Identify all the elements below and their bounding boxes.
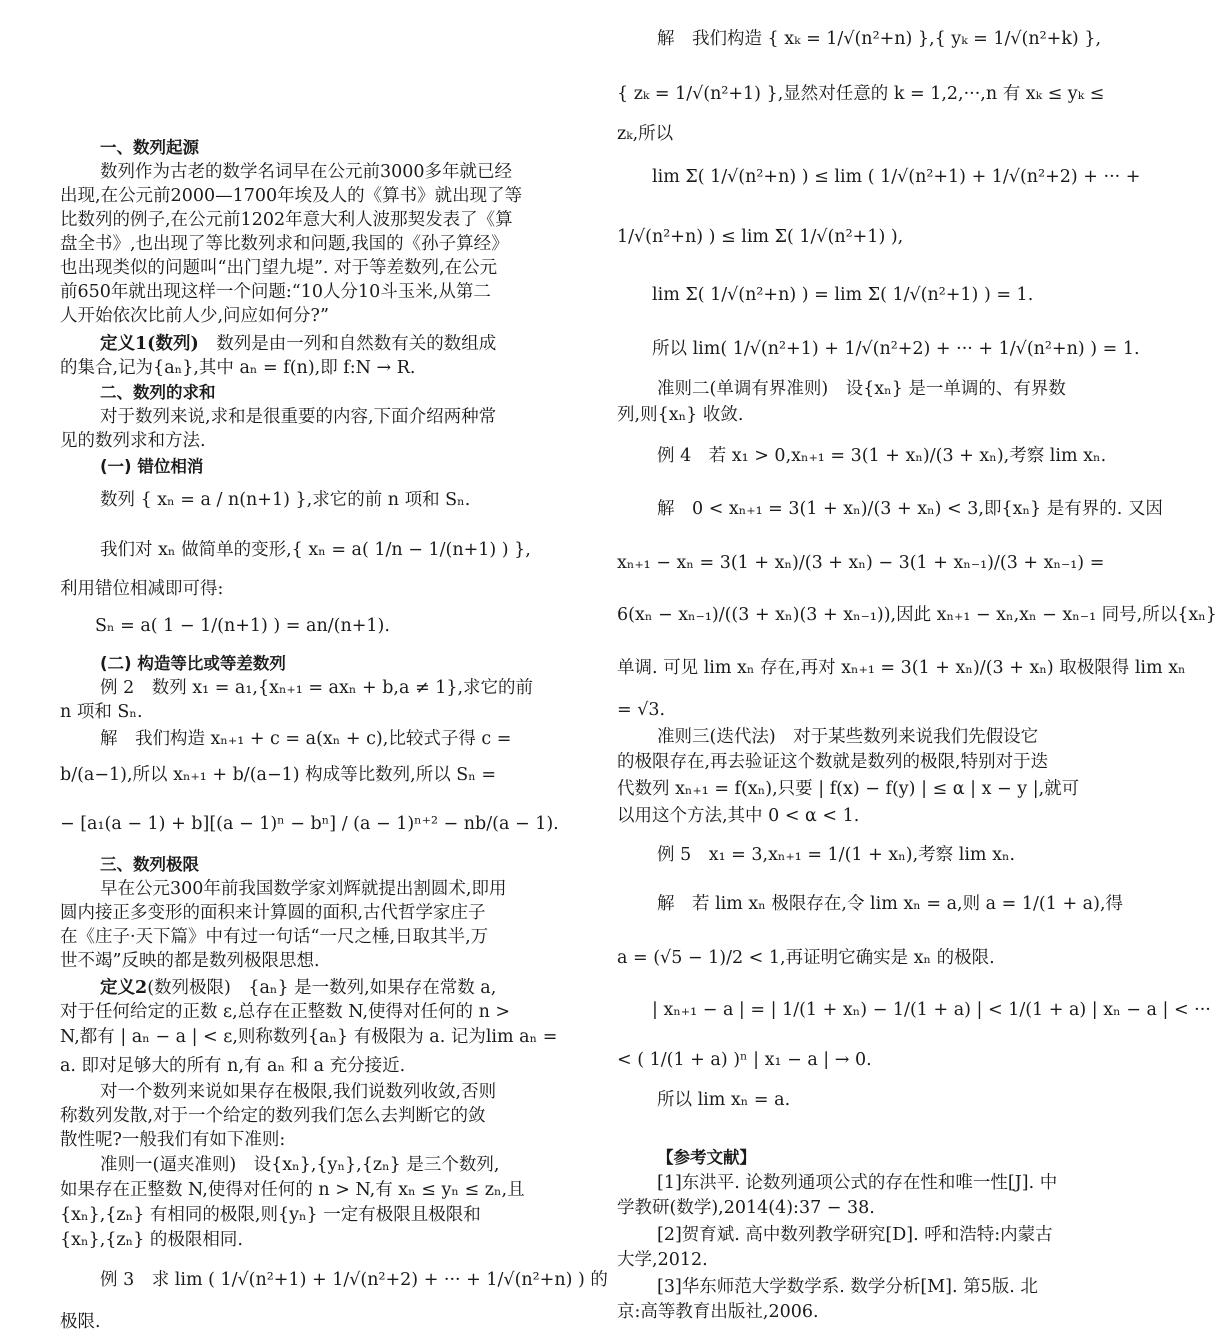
example-2: 例 2 数列 x₁ = a₁,{xₙ₊₁ = axₙ + b,a ≠ 1},求它的前	[100, 678, 534, 698]
solution-2: 解 我们构造 xₙ₊₁ + c = a(xₙ + c),比较式子得 c =	[100, 729, 512, 749]
definition-text: 数列是由一列和自然数有关的数组成	[216, 334, 497, 354]
equation-line: 单调. 可见 lim xₙ 存在,再对 xₙ₊₁ = 3(1 + xₙ)/(3 + xₙ) 取极限得 lim xₙ	[617, 658, 1186, 678]
definition-label: 定义1(数列)	[100, 334, 199, 354]
solution-3: 解 我们构造 { xₖ = 1/√(n²+n) },{ yₖ = 1/√(n²+k) },	[657, 29, 1102, 49]
section-heading-origin: 一、数列起源	[100, 138, 199, 157]
paragraph-line: 对一个数列来说如果存在极限,我们说数列收敛,否则	[100, 1082, 497, 1102]
paragraph-line: zₖ,所以	[617, 124, 674, 144]
example-1: 数列 { xₙ = a / n(n+1) },求它的前 n 项和 Sₙ.	[100, 490, 471, 510]
references-title: 【参考文献】	[657, 1148, 756, 1167]
paragraph-line: { zₖ = 1/√(n²+1) },显然对任意的 k = 1,2,···,n 有 xₖ ≤ yₖ ≤	[617, 84, 1105, 104]
paragraph-line: 列,则{xₙ} 收敛.	[617, 405, 744, 425]
equation-sn: − [a₁(a − 1) + b][(a − 1)ⁿ − bⁿ] / (a − 1)ⁿ⁺² − nb/(a − 1).	[60, 814, 559, 834]
paragraph-line: 以用这个方法,其中 0 < α < 1.	[617, 806, 860, 826]
reference-line: 大学,2012.	[617, 1250, 708, 1270]
paragraph-line: n 项和 Sₙ.	[60, 702, 143, 722]
paragraph-line: 对于任何给定的正数 ε,总存在正整数 N,使得对任何的 n >	[60, 1002, 511, 1022]
paragraph-line: 人开始依次比前人少,问应如何分?”	[60, 306, 329, 326]
solution-1: 我们对 xₙ 做简单的变形,{ xₙ = a( 1/n − 1/(n+1) ) },	[100, 540, 531, 560]
equation-line: 所以 lim xₙ = a.	[657, 1090, 791, 1110]
example-5: 例 5 x₁ = 3,xₙ₊₁ = 1/(1 + xₙ),考察 lim xₙ.	[657, 845, 1016, 865]
paragraph-line: 数列作为古老的数学名词早在公元前3000多年就已经	[100, 162, 513, 182]
paragraph-line: 比数列的例子,在公元前1202年意大利人波那契发表了《算	[60, 210, 513, 230]
paragraph-line: 盘全书》,也出现了等比数列求和问题,我国的《孙子算经》	[60, 234, 509, 254]
rule-1: 准则一(逼夹准则) 设{xₙ},{yₙ},{zₙ} 是三个数列,	[100, 1155, 500, 1175]
reference-line: [1]东洪平. 论数列通项公式的存在性和唯一性[J]. 中	[657, 1173, 1058, 1193]
equation-line: 所以 lim( 1/√(n²+1) + 1/√(n²+2) + ··· + 1/√(n²+n) ) = 1.	[652, 339, 1140, 359]
example-4: 例 4 若 x₁ > 0,xₙ₊₁ = 3(1 + xₙ)/(3 + xₙ),考察 lim xₙ.	[657, 446, 1107, 466]
solution-4: 解 0 < xₙ₊₁ = 3(1 + xₙ)/(3 + xₙ) < 3,即{xₙ} 是有界的. 又因	[657, 499, 1163, 519]
subsection-heading: (二) 构造等比或等差数列	[100, 654, 286, 673]
section-heading-limit: 三、数列极限	[100, 855, 199, 874]
paragraph-line: 出现,在公元前2000—1700年埃及人的《算书》就出现了等	[60, 186, 523, 206]
paragraph-line: {xₙ},{zₙ} 的极限相同.	[60, 1230, 243, 1250]
section-heading-sum: 二、数列的求和	[100, 383, 216, 402]
definition-1	[60, 332, 560, 356]
paragraph-line: 在《庄子·天下篇》中有过一句话“一尺之棰,日取其半,万	[60, 927, 489, 947]
paragraph-line: 称数列发散,对于一个给定的数列我们怎么去判断它的敛	[60, 1106, 486, 1126]
subsection-heading: (一) 错位相消	[100, 457, 204, 476]
paragraph-line: 早在公元300年前我国数学家刘辉就提出割圆术,即用	[100, 879, 507, 899]
paragraph-line: 对于数列来说,求和是很重要的内容,下面介绍两种常	[100, 407, 497, 427]
equation-line: 6(xₙ − xₙ₋₁)/((3 + xₙ)(3 + xₙ₋₁)),因此 xₙ₊₁ − xₙ,xₙ − xₙ₋₁ 同号,所以{xₙ}	[617, 605, 1217, 625]
solution-5: 解 若 lim xₙ 极限存在,令 lim xₙ = a,则 a = 1/(1 + a),得	[657, 894, 1124, 914]
reference-line: [2]贺育斌. 高中数列教学研究[D]. 呼和浩特:内蒙古	[657, 1225, 1053, 1245]
paragraph-line: N,都有 | aₙ − a | < ε,则称数列{aₙ} 有极限为 a. 记为lim aₙ =	[60, 1027, 558, 1047]
paragraph-line: 如果存在正整数 N,使得对任何的 n > N,有 xₙ ≤ yₙ ≤ zₙ,且	[60, 1180, 525, 1200]
equation-line: | xₙ₊₁ − a | = | 1/(1 + xₙ) − 1/(1 + a) | < 1/(1 + a) | xₙ − a | < ···	[652, 1000, 1211, 1020]
equation-sum: Sₙ = a( 1 − 1/(n+1) ) = an/(n+1).	[95, 616, 390, 636]
equation-line: 1/√(n²+n) ) ≤ lim Σ( 1/√(n²+1) ),	[617, 227, 904, 247]
paragraph-line: 利用错位相减即可得:	[60, 579, 224, 599]
reference-line: 学教研(数学),2014(4):37 − 38.	[617, 1198, 875, 1218]
paragraph-line: b/(a−1),所以 xₙ₊₁ + b/(a−1) 构成等比数列,所以 Sₙ =	[60, 765, 497, 785]
equation-line: lim Σ( 1/√(n²+n) ) = lim Σ( 1/√(n²+1) ) = 1.	[652, 285, 1034, 305]
equation-line: lim Σ( 1/√(n²+n) ) ≤ lim ( 1/√(n²+1) + 1/√(n²+2) + ··· +	[652, 167, 1141, 187]
definition-text: (数列极限) {aₙ} 是一数列,如果存在常数 a,	[147, 978, 497, 998]
paragraph-line: 世不竭”反映的都是数列极限思想.	[60, 951, 320, 971]
rule-3: 准则三(迭代法) 对于某些数列来说我们先假设它	[657, 727, 1039, 747]
paragraph-line: 的极限存在,再去验证这个数就是数列的极限,特别对于迭	[617, 752, 1049, 772]
definition-2	[60, 976, 560, 1000]
example-3: 例 3 求 lim ( 1/√(n²+1) + 1/√(n²+2) + ··· + 1/√(n²+n) ) 的	[100, 1270, 608, 1290]
equation-line: = √3.	[617, 700, 666, 720]
reference-line: 京:高等教育出版社,2006.	[617, 1302, 819, 1322]
definition-line: 的集合,记为{aₙ},其中 aₙ = f(n),即 f:N → R.	[60, 358, 416, 378]
paragraph-line: 前650年就出现这样一个问题:“10人分10斗玉米,从第二	[60, 282, 491, 302]
equation-line: xₙ₊₁ − xₙ = 3(1 + xₙ)/(3 + xₙ) − 3(1 + xₙ₋₁)/(3 + xₙ₋₁) =	[617, 553, 1105, 573]
paragraph-line: 极限.	[60, 1312, 101, 1332]
equation-line: < ( 1/(1 + a) )ⁿ | x₁ − a | → 0.	[617, 1050, 872, 1070]
paragraph-line: 见的数列求和方法.	[60, 431, 206, 451]
rule-2: 准则二(单调有界准则) 设{xₙ} 是一单调的、有界数	[657, 379, 1066, 399]
paragraph-line: 代数列 xₙ₊₁ = f(xₙ),只要 | f(x) − f(y) | ≤ α | x − y |,就可	[617, 779, 1080, 799]
reference-line: [3]华东师范大学数学系. 数学分析[M]. 第5版. 北	[657, 1277, 1038, 1297]
paragraph-line: 散性呢?一般我们有如下准则:	[60, 1130, 286, 1150]
equation-line: a = (√5 − 1)/2 < 1,再证明它确实是 xₙ 的极限.	[617, 948, 995, 968]
paragraph-line: 圆内接正多变形的面积来计算圆的面积,古代哲学家庄子	[60, 903, 486, 923]
paragraph-line: {xₙ},{zₙ} 有相同的极限,则{yₙ} 一定有极限且极限和	[60, 1205, 481, 1225]
paragraph-line: 也出现类似的问题叫“出门望九堤”. 对于等差数列,在公元	[60, 258, 498, 278]
paragraph-line: a. 即对足够大的所有 n,有 aₙ 和 a 充分接近.	[60, 1056, 406, 1076]
definition-label: 定义2	[100, 978, 148, 998]
